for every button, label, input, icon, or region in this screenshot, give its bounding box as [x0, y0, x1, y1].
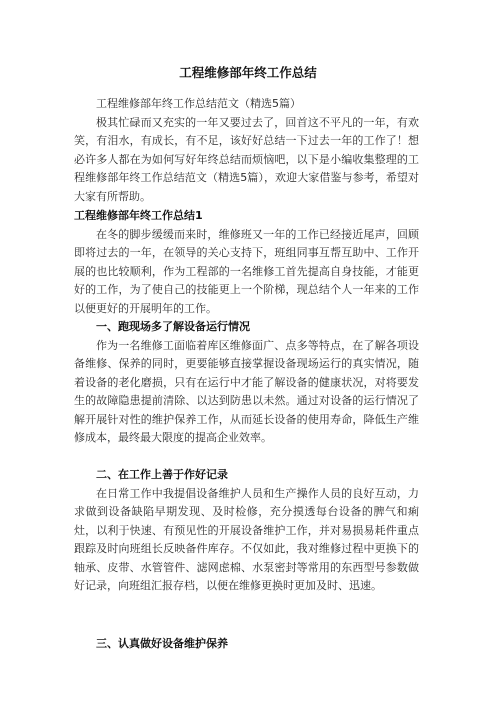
heading-1: 一、跑现场多了解设备运行情况 — [96, 320, 250, 333]
intro-line: 工程维修部年终工作总结范文（精选5篇） — [96, 97, 301, 110]
document-title: 工程维修部年终工作总结 — [179, 65, 317, 80]
paragraph-1: 作为一名维修工面临着库区维修面广、点多等特点，在了解各项设备维修、保养的同时，更要能够直接掌握设备现场运行的真实情况，随着设备的老化磨损，只有在运行中才能了解设备的健康状况，对将要发生的故障隐患提前清除、以达到防患以未然。通过对设备的运行情况了解开展针对性的维护保养工作，从而延长设备的使用寿命，降低生产维修成本，最终最大限度的提高企业效率。 — [74, 339, 419, 445]
heading-3: 三、认真做好设备维护保养 — [96, 637, 228, 650]
heading-2: 二、在工作上善于作好记录 — [96, 468, 228, 481]
section-title: 工程维修部年终工作总结1 — [74, 209, 203, 222]
paragraph-2: 在日常工作中我提倡设备维护人员和生产操作人员的良好互动，力求做到设备缺陷早期发现、及时检修，充分摸透每台设备的脾气和痢灶，以利于快速、有预见性的开展设备维护工作，并对易损易耗件重点跟踪及时向班组长反映备件库存。不仅如此，我对维修过程中更换下的轴承、皮带、水管管件、滤网虑棉、水泵密封等常用的东西型号参数做好记录，向班组汇报存档，以便在维修更换时更加及时、迅速。 — [74, 487, 419, 593]
intro-paragraph: 极其忙碌而又充实的一年又要过去了，回首这不平凡的一年，有欢笑，有泪水，有成长，有不足，该好好总结一下过去一年的工作了！想必许多人都在为如何写好年终总结而烦恼吧，以下是小编收集整理的工程维修部年终工作总结范文（精选5篇），欢迎大家借鉴与参考，希望对大家有所帮助。 — [74, 116, 419, 203]
section-intro-paragraph: 在冬的脚步缓缓而来时，维修班又一年的工作已经接近尾声，回顾即将过去的一年，在领导的关心支持下，班组同事互帮互助中、工作开展的也比较顺利，作为工程部的一名维修工首先提高自身技能，才能更好的工作，为了使自己的技能更上一个阶梯，现总结个人一年来的工作以便更好的开展明年的工作。 — [74, 228, 419, 315]
